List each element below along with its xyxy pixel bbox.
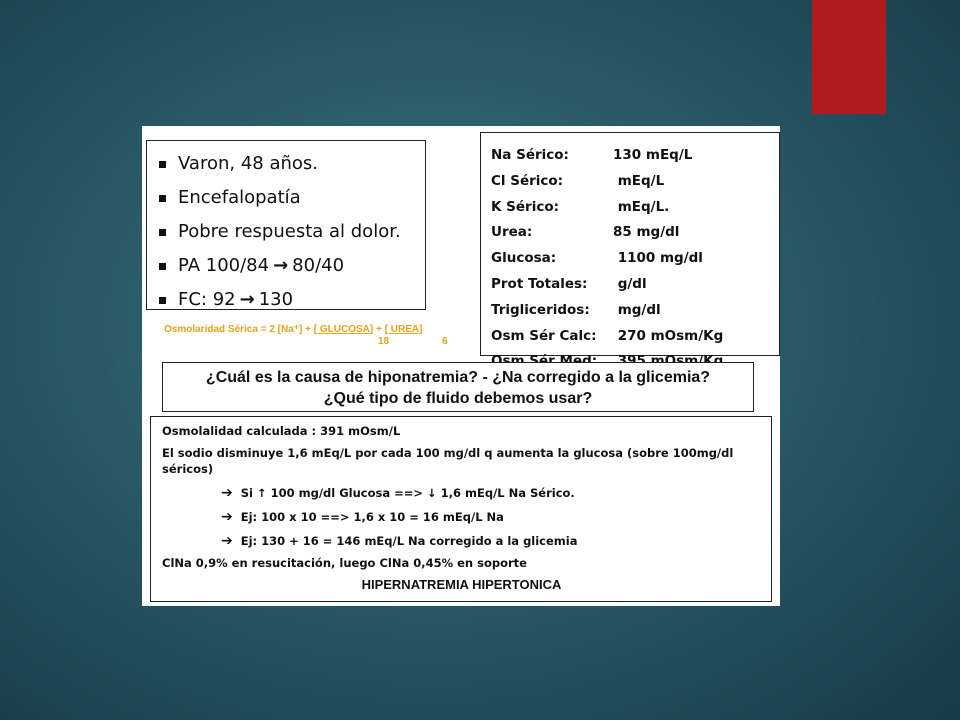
square-bullet-icon (159, 161, 166, 168)
lab-row-k (491, 195, 779, 221)
lab-row-tg (491, 298, 779, 324)
correction-bullet: ➔ Si ↑ 100 mg/dl Glucosa ==> ↓ 1,6 mEq/L Na Sérico. (221, 485, 575, 501)
osmolarity-formula: Osmolaridad Sérica = 2 [Na⁺] + [ GLUCOSA] + [ UREA] 18 6 (164, 324, 448, 347)
sodium-correction-rule: El sodio disminuye 1,6 mEq/L por cada 100 mg/dl q aumenta la glucosa (sobre 100mg/dl séricos) (162, 446, 734, 476)
lab-value: g/dl (613, 275, 647, 292)
patient-summary-list (159, 147, 425, 317)
question-line: ¿Qué tipo de fluido debemos usar? (323, 390, 593, 407)
arrow-right-icon: → (273, 255, 289, 276)
lab-name: Prot Totales: (491, 275, 588, 292)
correction-bullet: ➔ Ej: 130 + 16 = 146 mEq/L Na corregido a la glicemia (221, 533, 578, 549)
question-box (162, 362, 754, 412)
list-item: Encefalopatía (159, 181, 425, 215)
lab-row-na (491, 143, 779, 169)
formula-divisor-urea: 6 (442, 336, 448, 347)
lab-value: 85 mg/dl (613, 224, 680, 241)
lab-value: 130 mEq/L (613, 147, 693, 163)
square-bullet-icon (159, 229, 166, 236)
list-item-fc: FC: 92 → 130 (159, 283, 425, 317)
arrow-right-icon: ➔ (221, 509, 233, 525)
lab-name: Na Sérico: (491, 147, 569, 163)
question-line: ¿Cuál es la causa de hiponatremia? - ¿Na corregido a la glicemia? (205, 369, 711, 386)
square-bullet-icon (159, 297, 166, 304)
lab-row-urea (491, 220, 779, 246)
list-item: Varon, 48 años. (159, 147, 425, 181)
fluid-recommendation: ClNa 0,9% en resucitación, luego ClNa 0,45% en soporte (162, 556, 527, 570)
arrow-right-icon: ➔ (221, 533, 233, 549)
square-bullet-icon (159, 195, 166, 202)
list-item-pa: PA 100/84 → 80/40 (159, 249, 425, 283)
lab-row-osm-calc (491, 324, 779, 350)
arrow-right-icon: ➔ (221, 485, 233, 501)
square-bullet-icon (159, 263, 166, 270)
lab-value: mEq/L. (613, 198, 670, 215)
lab-name: Trigliceridos: (491, 301, 590, 318)
lab-value: 270 mOsm/Kg (613, 327, 724, 344)
patient-summary-box (146, 140, 426, 310)
lab-name: Urea: (491, 224, 533, 241)
arrow-right-icon: → (239, 289, 255, 310)
lab-name: Cl Sérico: (491, 172, 564, 189)
explanation-box (150, 416, 772, 602)
lab-value: mEq/L (613, 172, 665, 189)
lab-results-box (480, 132, 780, 356)
slide-content (142, 126, 780, 606)
lab-name: K Sérico: (491, 198, 560, 215)
list-item: Pobre respuesta al dolor. (159, 215, 425, 249)
lab-row-glucosa (491, 246, 779, 272)
lab-value: mg/dl (613, 301, 661, 318)
lab-value: 1100 mg/dl (613, 250, 703, 267)
formula-divisor-glucosa: 18 (378, 336, 390, 347)
lab-row-prot (491, 272, 779, 298)
lab-name: Osm Sér Calc: (491, 327, 597, 344)
lab-row-cl (491, 169, 779, 195)
conclusion: HIPERNATREMIA HIPERTONICA (361, 577, 562, 592)
correction-bullet: ➔ Ej: 100 x 10 ==> 1,6 x 10 = 16 mEq/L Na (221, 509, 504, 525)
red-accent-bar (812, 0, 886, 114)
lab-name: Glucosa: (491, 250, 557, 267)
calc-osmolality: Osmolalidad calculada : 391 mOsm/L (162, 424, 401, 438)
